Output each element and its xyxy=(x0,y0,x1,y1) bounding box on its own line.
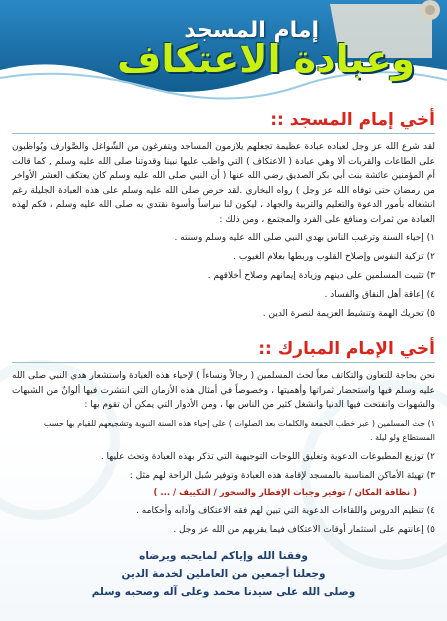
heading-underline xyxy=(12,362,435,363)
list-item: ٢) توزيع المطبوعات الدعوية وتعليق اللوحات التوجيهية التي تذكر بهذه العبادة وتحث عليها . xyxy=(100,451,435,462)
section-heading xyxy=(12,339,435,363)
section-heading-text: أخي الإمام المبارك :: xyxy=(258,339,435,359)
list-item: ٥) تحريك الهمة وتنشيط العزيمة لنصرة الدين . xyxy=(262,309,435,319)
roles-list xyxy=(12,417,435,537)
facilities-note: ( نظافة المكان / توفير وجبات الإفطار والسحور / التكييف / ... ) xyxy=(153,487,417,498)
list-item: ٥) إعانتهم على استثمار أوقات الاعتكاف فيما يقربهم من الله عز وجل . xyxy=(173,524,435,535)
banner-subtitle: إمام المسجد xyxy=(184,18,319,43)
closing-prayer xyxy=(12,547,435,601)
list-item: ٤) إعاقة أهل النفاق والفساد . xyxy=(324,290,435,300)
list-item: ٤) تنظيم الدروس واللقاءات الدعوية التي تبين لهم فقه الاعتكاف وآدابه وأحكامه . xyxy=(136,505,435,516)
intro-paragraph: لقد شرع الله عز وجل لعباده عبادة عظيمة تجعلهم يلازمون المساجد ويتفرغون من الشّواغل والصَّوارف ويُواظبون على الطاعات والقربات ألا وهي عبادة ( الاعتكاف ) التي واظب عليها نبينا وقدوتنا صلى الله عليه وسلم , كما قالت أم المؤمنين عائشة بنت أبي بكر الصديق رضي الله عنها ( أن النبي صلى الله عليه وسلم كان يعتكف العشر الأواخر من رمضان حتى توفاه الله عز وجل ) رواه البخاري .لقد حرص صلى الله عليه وسلم على هذه العبادة الجليلة رغم انشغاله بأمور الدعوة والتعليم والتربية والجهاد ، ليكون لنا نبراساً وأسوة نقتدي به صلى الله عليه وسلم ، فكم لهذه العبادة من ثمرات ومنافع على الفرد والمجتمع ، ومن ذلك : xyxy=(12,142,435,225)
closing-line: وفقنا الله وإياكم لمايحبه ويرضاه xyxy=(139,549,308,562)
section-heading xyxy=(12,110,435,134)
section-blessed-imam xyxy=(12,339,435,537)
header-banner xyxy=(0,0,447,100)
list-item: ٣) تثبيت المسلمين على دينهم وزيادة إيمانهم وصلاح أخلاقهم . xyxy=(207,271,435,281)
list-item: ١) إحياء السنة وترغيب الناس بهدي النبي صلى الله عليه وسلم وسنته . xyxy=(174,233,435,243)
list-item: ٣) تهيئة الأماكن المناسبة بالمسجد لإقامة هذه العبادة وتوفير سُبل الراحة لهم مثل : xyxy=(129,470,435,481)
benefits-list xyxy=(12,231,435,321)
roles-paragraph: نحن بحاجة للتعاون والتكاتف معاً لحث المسلمين ( رجالاً ونساءاً ) لإحياء هذه العبادة واستشعار هدي النبي صلى الله عليه وسلم فيها واستحضار ثمراتها وأهميتها ، وخصوصاً في أمثال هذه الأزمان التي انتشرت فيها ألوانٌ من الشبهات والشهوات وانفتحت فيها الدنيا وانشغل كثير من الناس بها ، ومن الأدوار التي يمكن أن تقوم بها : xyxy=(12,371,435,410)
closing-line: وصلى الله على سيدنا محمد وعلى آله وصحبه وسلم xyxy=(91,585,356,598)
list-item: ٢) تزكية النفوس وإصلاح القلوب وربطها بعلام الغيوب . xyxy=(233,252,435,262)
banner-title: وعبادة الاعتكاف xyxy=(117,37,415,81)
heading-underline xyxy=(12,133,435,134)
list-item: ١) حث المسلمين ( عبر خطب الجمعة والكلمات بعد الصلوات ) على إحياء هذه السنة النبوية وتشجيعهم للقيام بها حسب المستطاع ولو ليلة . xyxy=(43,418,435,442)
section-imam xyxy=(12,110,435,321)
main-content xyxy=(12,110,435,601)
section-heading-text: أخي إمام المسجد :: xyxy=(270,110,435,130)
closing-line: وجعلنا أجمعين من العاملين لخدمة الدين xyxy=(121,567,326,580)
